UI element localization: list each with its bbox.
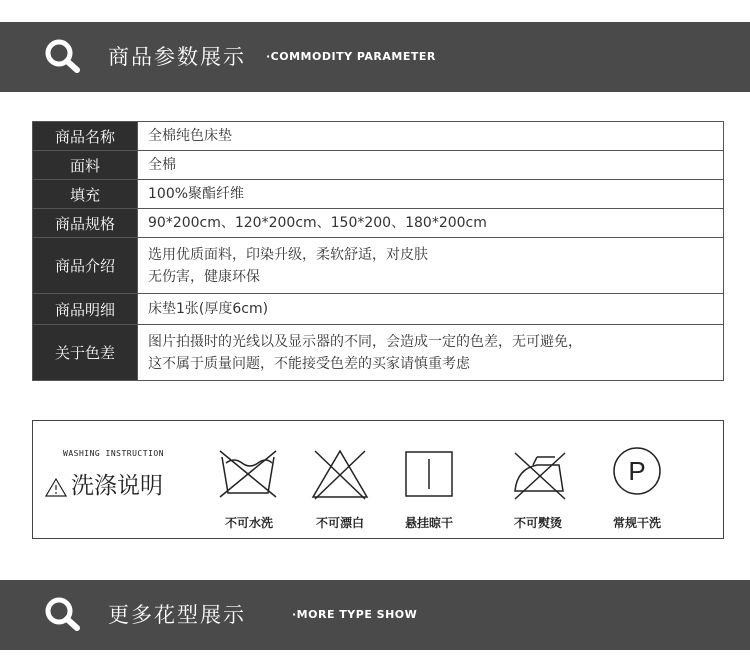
- no-bleach-icon: [309, 447, 371, 501]
- table-row: [33, 180, 724, 209]
- spec-key: 面料: [33, 151, 138, 180]
- spec-value: 全棉: [138, 151, 724, 180]
- no-iron-caption: 不可熨烫: [513, 516, 562, 530]
- warning-triangle-icon: [45, 477, 67, 497]
- bottom-banner: [0, 580, 750, 650]
- spec-value-line: 无伤害，健康环保: [148, 268, 260, 285]
- spec-value: 全棉纯色床垫: [138, 122, 724, 151]
- dry-clean-letter: P: [628, 456, 646, 486]
- section-subtitle: ·MORE TYPE SHOW: [292, 608, 418, 621]
- washing-instructions: [32, 420, 724, 539]
- table-row: [33, 294, 724, 325]
- hang-dry-caption: 悬挂晾干: [404, 516, 453, 530]
- spec-value: [138, 325, 724, 381]
- table-row: [33, 151, 724, 180]
- no-wash-caption: 不可水洗: [224, 516, 273, 530]
- no-iron-icon: [507, 449, 569, 501]
- table-row: [33, 238, 724, 294]
- dry-clean-p-icon: [611, 447, 663, 497]
- spec-key: 商品明细: [33, 294, 138, 325]
- dry-clean-caption: 常规干洗: [612, 516, 661, 530]
- spec-value: 100%聚酯纤维: [138, 180, 724, 209]
- section-title: 商品参数展示: [108, 45, 246, 69]
- spec-value: 90*200cm、120*200cm、150*200、180*200cm: [138, 209, 724, 238]
- table-row: [33, 122, 724, 151]
- spec-table: [32, 121, 724, 381]
- spec-key: 填充: [33, 180, 138, 209]
- top-banner: [0, 22, 750, 92]
- spec-key: 商品介绍: [33, 238, 138, 294]
- no-wash-icon: [218, 449, 278, 499]
- no-bleach-caption: 不可漂白: [315, 516, 364, 530]
- magnifier-icon: [44, 38, 84, 74]
- spec-value-line: 图片拍摄时的光线以及显示器的不同，会造成一定的色差，无可避免，: [148, 333, 582, 350]
- magnifier-icon: [44, 596, 84, 632]
- spec-key: 关于色差: [33, 325, 138, 381]
- washing-label: WASHING INSTRUCTION: [63, 449, 165, 458]
- section-subtitle: ·COMMODITY PARAMETER: [266, 50, 436, 63]
- washing-title-text: 洗涤说明: [71, 473, 163, 499]
- spec-value: 床垫1张(厚度6cm): [138, 294, 724, 325]
- table-row: [33, 325, 724, 381]
- spec-value-line: 选用优质面料，印染升级，柔软舒适，对皮肤: [148, 246, 428, 263]
- table-row: [33, 209, 724, 238]
- section-title: 更多花型展示: [108, 603, 246, 627]
- spec-value-line: 这不属于质量问题，不能接受色差的买家请慎重考虑: [148, 355, 470, 372]
- spec-value: [138, 238, 724, 294]
- hang-dry-icon: [405, 451, 453, 497]
- spec-key: 商品名称: [33, 122, 138, 151]
- washing-title: [45, 467, 163, 500]
- spec-key: 商品规格: [33, 209, 138, 238]
